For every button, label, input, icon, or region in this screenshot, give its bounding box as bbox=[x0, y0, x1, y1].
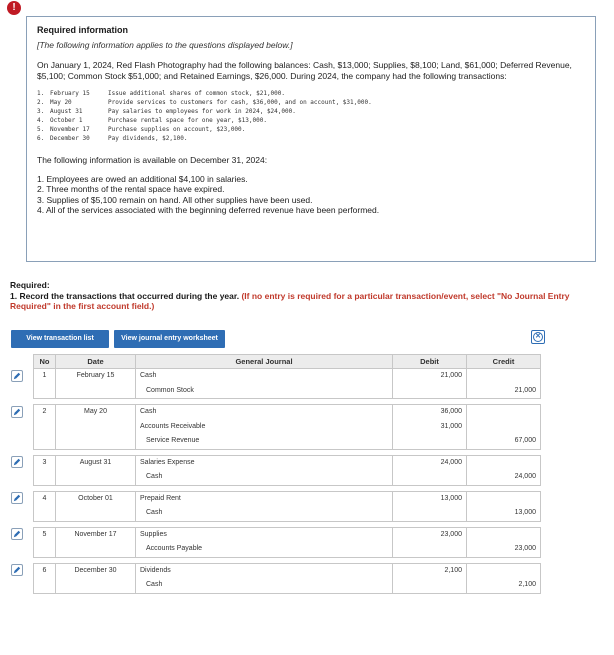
entry-date: August 31 bbox=[79, 458, 112, 466]
transaction-list bbox=[37, 89, 585, 143]
debit-field[interactable] bbox=[393, 578, 466, 593]
debit-field[interactable]: 13,000 bbox=[440, 494, 462, 502]
credit-field[interactable] bbox=[467, 405, 540, 420]
account-field[interactable]: Dividends bbox=[140, 566, 171, 574]
debit-field[interactable] bbox=[393, 506, 466, 521]
entry-date bbox=[56, 578, 135, 593]
credit-field[interactable] bbox=[467, 528, 540, 543]
journal-line bbox=[34, 405, 541, 420]
account-field[interactable]: Service Revenue bbox=[146, 437, 200, 444]
transaction-desc: Pay dividends, $2,100. bbox=[108, 135, 188, 142]
entry-date: May 20 bbox=[84, 408, 107, 415]
credit-field[interactable]: 24,000 bbox=[514, 473, 536, 480]
header-no: No bbox=[34, 355, 56, 369]
transaction-date: November 17 bbox=[50, 126, 90, 133]
edit-entry-icon[interactable] bbox=[11, 456, 23, 468]
transaction-item bbox=[37, 125, 585, 134]
credit-field[interactable] bbox=[467, 564, 540, 579]
debit-field[interactable]: 2,100 bbox=[444, 566, 462, 574]
transaction-date: August 31 bbox=[50, 108, 83, 115]
journal-line bbox=[34, 527, 541, 542]
transaction-date: December 30 bbox=[50, 135, 90, 142]
header-general-journal: General Journal bbox=[136, 355, 393, 369]
required-label: Required: bbox=[10, 280, 50, 290]
debit-field[interactable]: 21,000 bbox=[440, 372, 462, 379]
entry-number: 3 bbox=[42, 458, 47, 466]
credit-field[interactable] bbox=[467, 492, 540, 507]
journal-line bbox=[34, 563, 541, 578]
header-credit: Credit bbox=[467, 355, 541, 369]
journal-line bbox=[34, 369, 541, 384]
entry-number bbox=[34, 506, 55, 521]
journal-line bbox=[34, 578, 541, 593]
entry-date bbox=[56, 506, 135, 521]
account-field[interactable]: Accounts Receivable bbox=[140, 422, 206, 430]
transaction-num: 3. bbox=[37, 108, 45, 115]
credit-field[interactable]: 21,000 bbox=[514, 386, 536, 394]
transaction-num: 4. bbox=[37, 117, 45, 124]
journal-line bbox=[34, 384, 541, 399]
alert-icon: ! bbox=[7, 1, 21, 15]
debit-field[interactable] bbox=[393, 542, 466, 557]
account-field[interactable]: Common Stock bbox=[146, 386, 194, 394]
adjustment-item: 4. All of the services associated with the beginning deferred revenue have been performed. bbox=[37, 205, 380, 215]
debit-field[interactable]: 36,000 bbox=[440, 408, 462, 415]
account-field[interactable]: Accounts Payable bbox=[146, 545, 203, 552]
entry-number bbox=[34, 384, 55, 399]
account-field[interactable]: Prepaid Rent bbox=[140, 494, 181, 502]
debit-field[interactable] bbox=[393, 384, 466, 399]
entry-date: November 17 bbox=[74, 530, 117, 538]
transaction-item bbox=[37, 107, 585, 116]
entry-number: 2 bbox=[42, 408, 47, 415]
account-field[interactable]: Cash bbox=[140, 372, 157, 379]
edit-entry-icon[interactable] bbox=[11, 528, 23, 540]
credit-field[interactable]: 23,000 bbox=[514, 545, 536, 552]
adjustment-item: 3. Supplies of $5,100 remain on hand. All other supplies have been used. bbox=[37, 194, 313, 205]
account-field[interactable]: Cash bbox=[146, 473, 163, 480]
journal-line bbox=[34, 420, 541, 435]
general-journal-table bbox=[33, 354, 541, 594]
transaction-num: 5. bbox=[37, 126, 45, 133]
account-field[interactable]: Supplies bbox=[140, 530, 167, 538]
entry-date bbox=[56, 542, 135, 557]
credit-field[interactable]: 13,000 bbox=[514, 509, 536, 516]
credit-field[interactable] bbox=[467, 456, 540, 471]
account-field[interactable]: Cash bbox=[146, 509, 163, 516]
transaction-date: May 20 bbox=[50, 99, 72, 106]
required-red-text: (If no entry is required for a particular transaction/event, select "No Journal Entry Required" in the first account field.) bbox=[10, 290, 570, 311]
transaction-item bbox=[37, 98, 585, 107]
entry-date bbox=[56, 470, 135, 485]
transaction-desc: Provide services to customers for cash, $36,000, and on account, $31,000. bbox=[108, 99, 372, 106]
adjustment-item: 1. Employees are owed an additional $4,100 in salaries. bbox=[37, 173, 248, 184]
required-section bbox=[10, 280, 606, 312]
journal-line bbox=[34, 455, 541, 470]
adjustment-item: 2. Three months of the rental space have expired. bbox=[37, 184, 225, 194]
transaction-num: 2. bbox=[37, 99, 45, 106]
info-title: Required information bbox=[37, 25, 129, 35]
adjustment-list bbox=[37, 174, 585, 216]
required-instructions bbox=[10, 291, 606, 312]
transaction-date: February 15 bbox=[50, 90, 90, 97]
entry-number bbox=[34, 578, 55, 593]
entry-number: 1 bbox=[42, 372, 47, 379]
entry-date bbox=[56, 420, 135, 435]
entry-number bbox=[34, 470, 55, 485]
view-journal-entry-worksheet-button[interactable]: View journal entry worksheet bbox=[114, 330, 225, 348]
debit-field[interactable]: 23,000 bbox=[440, 530, 462, 538]
edit-entry-icon[interactable] bbox=[11, 370, 23, 382]
available-text: The following information is available on December 31, 2024: bbox=[37, 155, 268, 165]
required-information-panel bbox=[26, 16, 596, 262]
transaction-item bbox=[37, 116, 585, 125]
journal-line bbox=[34, 506, 541, 521]
credit-field[interactable]: 2,100 bbox=[518, 581, 536, 588]
journal-line bbox=[34, 470, 541, 485]
transaction-item bbox=[37, 134, 585, 143]
account-field[interactable]: Cash bbox=[146, 581, 163, 588]
journal-line bbox=[34, 434, 541, 449]
transaction-desc: Issue additional shares of common stock, $21,000. bbox=[108, 90, 286, 97]
entry-number bbox=[34, 420, 55, 435]
transaction-item bbox=[37, 89, 585, 98]
entry-date bbox=[56, 384, 135, 399]
entry-date: February 15 bbox=[76, 372, 115, 379]
info-note: [The following information applies to the questions displayed below.] bbox=[37, 40, 293, 50]
entry-date: December 30 bbox=[74, 566, 117, 574]
entry-number: 6 bbox=[42, 566, 47, 574]
edit-entry-icon[interactable] bbox=[11, 406, 23, 418]
header-debit: Debit bbox=[393, 355, 467, 369]
required-text: 1. Record the transactions that occurred during the year. bbox=[10, 290, 240, 301]
debit-field[interactable] bbox=[393, 434, 466, 449]
credit-field[interactable]: 67,000 bbox=[514, 437, 536, 444]
view-transaction-list-button[interactable]: View transaction list bbox=[11, 330, 109, 348]
debit-field[interactable]: 31,000 bbox=[440, 422, 462, 430]
account-field[interactable]: Salaries Expense bbox=[140, 458, 195, 466]
info-intro: On January 1, 2024, Red Flash Photography had the following balances: Cash, $13,000; Supplies, $8,100; Land, $61,000; Deferred Revenue, $5,100; Common Stock $51,000; and Retained Earnings, $26,000. During 2024, the company had the following transactions: bbox=[37, 60, 572, 81]
edit-entry-icon[interactable] bbox=[11, 492, 23, 504]
debit-field[interactable]: 24,000 bbox=[440, 458, 462, 466]
journal-line bbox=[34, 491, 541, 506]
entry-date: October 01 bbox=[78, 494, 113, 502]
transaction-desc: Pay salaries to employees for work in 2024, $24,000. bbox=[108, 108, 296, 115]
transaction-desc: Purchase rental space for one year, $13,000. bbox=[108, 117, 267, 124]
entry-number: 4 bbox=[42, 494, 47, 502]
transaction-num: 6. bbox=[37, 135, 45, 142]
entry-number bbox=[34, 542, 55, 557]
entry-number: 5 bbox=[42, 530, 47, 538]
entry-number bbox=[34, 434, 55, 449]
close-icon[interactable] bbox=[531, 330, 545, 344]
transaction-date: October 1 bbox=[50, 117, 83, 124]
credit-field[interactable] bbox=[467, 420, 540, 435]
debit-field[interactable] bbox=[393, 470, 466, 485]
transaction-num: 1. bbox=[37, 90, 45, 97]
journal-line bbox=[34, 542, 541, 557]
header-date: Date bbox=[56, 355, 136, 369]
entry-date bbox=[56, 434, 135, 449]
close-x-icon: ✕ bbox=[533, 332, 543, 342]
edit-entry-icon[interactable] bbox=[11, 564, 23, 576]
transaction-desc: Purchase supplies on account, $23,000. bbox=[108, 126, 246, 133]
credit-field[interactable] bbox=[467, 369, 540, 384]
account-field[interactable]: Cash bbox=[140, 408, 157, 415]
